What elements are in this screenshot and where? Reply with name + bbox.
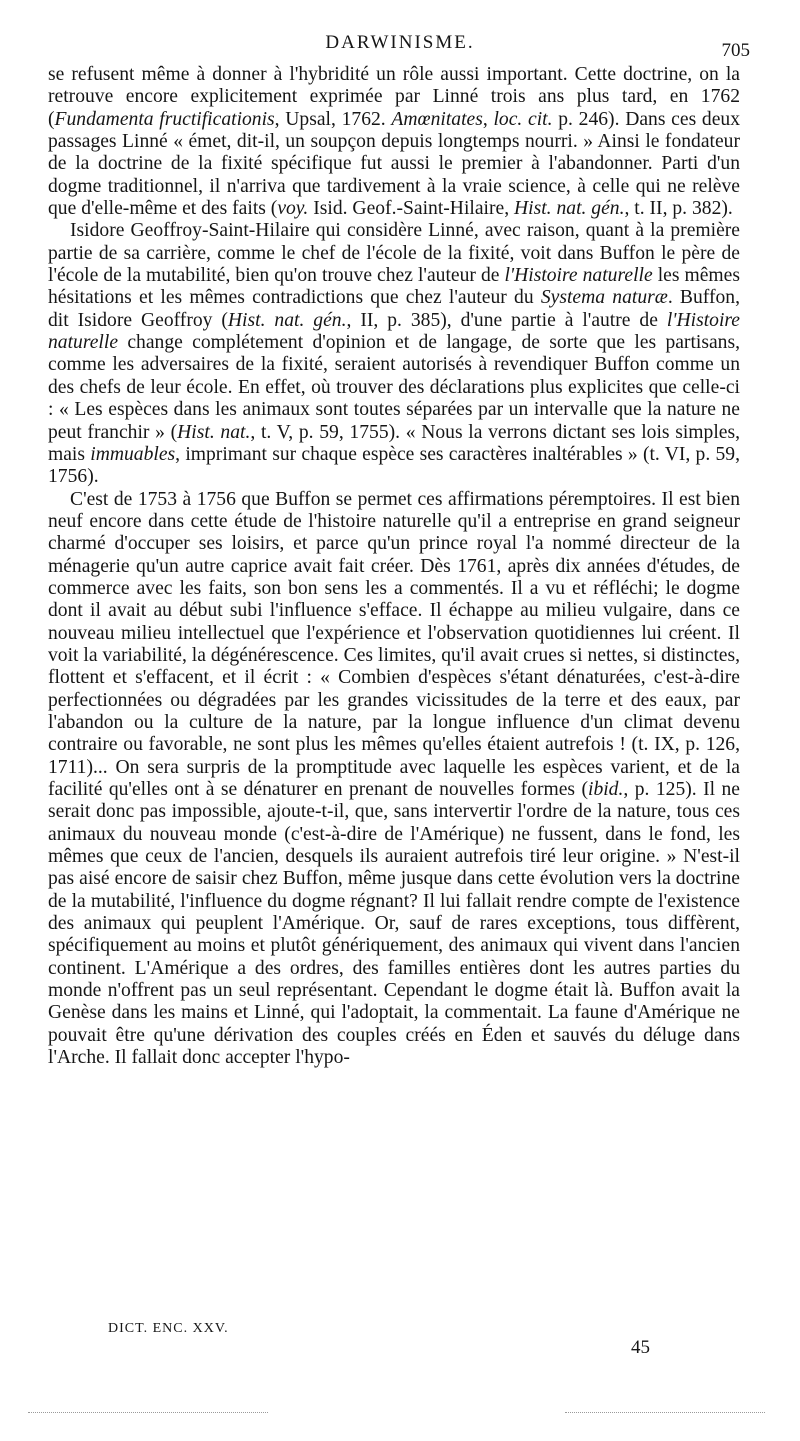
page-number: 705 [721, 40, 750, 61]
text-run: . Buffon, dit Isidore Geoffroy ( [48, 287, 740, 331]
body-text [48, 64, 740, 1069]
italic-run: l'Histoire naturelle [48, 309, 740, 354]
text-run: Isid. Geof.-Saint-Hilaire, [308, 198, 515, 220]
text-run: , t. II, p. 382). [624, 198, 733, 220]
italic-run: Amœnitates [391, 108, 483, 130]
text-run: , p. 125). Il ne serait donc pas impossible, ajoute-t-il, que, sans intervertir l'ordre de la nature, tous ces animaux du nouveau monde (c'est-à-dire de l'Amérique) ne fussent, dans le fond, les mêmes que ceux de l'ancien, desquels ils auraient autrefois tiré leur origine. » N'est-il pas aisé encore de saisir chez Buffon, même jusque dans cette évolution vers la doctrine de la mutabilité, l'influence du dogme régnant? Il lui fallait rendre compte de l'existence des animaux qui peuplent l'Amérique. Or, sauf de rares exceptions, tous diffèrent, spécifiquement au moins et plutôt génériquement, des animaux qui vivent dans l'ancien continent. L'Amérique a des ordres, des familles entières dont les autres parties du monde n'offrent pas un seul représentant. Cependant le dogme était là. Buffon avait la Genèse dans les mains et Linné, qui l'adoptait, la commentait. La faune d'Amérique ne pouvait être qu'une dérivation des couples créés en Éden et sauvés du déluge dans l'Arche. Il fallait donc accepter l'hypo- [48, 779, 740, 1069]
bottom-edge-rule-right [565, 1412, 765, 1413]
italic-run: loc. cit. [493, 108, 553, 130]
paragraph-1 [48, 64, 740, 220]
text-run: , Upsal, 1762. [274, 108, 392, 130]
text-run: , t. V, p. 59, 1755). « Nous la verrons dictant ses lois simples, mais [48, 421, 740, 465]
italic-run: Hist. nat. gén. [227, 309, 347, 331]
italic-run: voy. [277, 198, 309, 220]
italic-run: l'Histoire naturelle [504, 265, 653, 287]
italic-run: Systema naturæ [540, 287, 668, 309]
paragraph-3 [48, 489, 740, 1070]
text-run: change complétement d'opinion et de langage, de sorte que les partisans, comme les adversaires de la fixité, seraient autorisés à revendiquer Buffon comme un des chefs de leur école. En effet, où trouver des déclarations plus explicites que celle-ci : « Les espèces dans les animaux sont toutes séparées par un intervalle que la nature ne peut franchir » ( [48, 332, 740, 443]
text-run: Isidore Geoffroy-Saint-Hilaire qui considère Linné, avec raison, quant à la première partie de sa carrière, comme le chef de l'école de la fixité, voit dans Buffon le père de l'école de la mutabilité, bien qu'on trouve chez l'auteur de [48, 220, 740, 287]
text-run: , [482, 108, 494, 130]
text-run: p. 246). Dans ces deux passages Linné « émet, dit-il, un soupçon depuis longtemps nourri. » Ainsi le fondateur de la doctrine de la fixité spécifique fut aussi le premier à l'abandonner. Parti d'un dogme traditionnel, il n'arriva que tardivement à la vraie science, à celle qui ne relève que d'elle-même et des faits ( [48, 108, 740, 220]
italic-run: immuables [90, 443, 176, 465]
italic-run: Hist. nat. gén. [514, 198, 625, 220]
italic-run: Hist. nat. [177, 421, 251, 443]
running-head [60, 30, 750, 61]
text-run: , II, p. 385), d'une partie à l'autre de [346, 309, 667, 331]
text-run: C'est de 1753 à 1756 que Buffon se permet ces affirmations péremptoires. Il est bien neuf encore dans cette étude de l'histoire naturelle qu'il a entreprise en grand seigneur charmé d'occuper ses loisirs, et parce qu'un prince royal l'a nommé directeur de la ménagerie qu'un autre caprice avait fait créer. Dès 1761, après dix années d'études, de commerce avec les faits, son bon sens les a commentés. Il a vu et réfléchi; le dogme dont il avait au début subi l'influence s'efface. Il échappe au milieu vulgaire, dans ce nouveau milieu intellectuel que l'expérience et l'observation quotidiennes lui créent. Il voit la variabilité, la dégénérescence. Ces limites, qu'il avait crues si nettes, si distinctes, flottent et s'effacent, et il écrit : « Combien d'espèces s'étant dénaturées, c'est-à-dire perfectionnées ou dégradées par les grandes vicissitudes de la terre et des eaux, par l'abandon ou la culture de la nature, par la longue influence d'un climat devenu contraire ou favorable, ne sont plus les mêmes qu'elles étaient autrefois ! (t. IX, p. 126, 1711)... On sera surpris de la promptitude avec laquelle les espèces varient, et de la facilité qu'elles ont à se dénaturer en prenant de nouvelles formes ( [48, 488, 740, 800]
text-run: , imprimant sur chaque espèce ses caractères inaltérables » (t. VI, p. 59, 1756). [48, 443, 740, 488]
sheet-number: 45 [631, 1337, 650, 1358]
italic-run: ibid. [588, 779, 624, 800]
italic-run: Fundamenta fructificationis [54, 108, 275, 130]
text-run: se refusent même à donner à l'hybridité un rôle aussi important. Cette doctrine, on la retrouve encore explicitement exprimée par Linné trois ans plus tard, en 1762 ( [48, 64, 740, 130]
paragraph-2 [48, 220, 740, 488]
sheet-signature: DICT. ENC. XXV. [108, 1321, 229, 1336]
text-run: les mêmes hésitations et les mêmes contradictions que chez l'auteur du [48, 265, 740, 309]
running-title: DARWINISME. [325, 32, 475, 53]
bottom-edge-rule-left [28, 1412, 268, 1413]
